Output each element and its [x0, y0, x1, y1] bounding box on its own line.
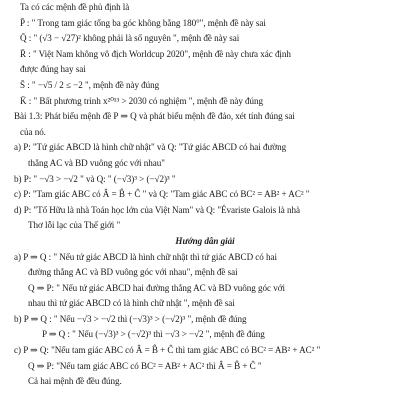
text-line: Ta có các mệnh đề phủ định là	[20, 2, 130, 12]
text-line: a) P ⇒ Q : " Nếu tứ giác ABCD là hình chữ nhật thì tứ giác ABCD có hai	[14, 251, 277, 262]
text-line: Q ⇒ P: " Nếu tứ giác ABCD hai đường thẳng AC và BD vuông góc với	[28, 282, 285, 293]
text-line: P ⇒ Q : " Nếu (−√3)³ > (−√2)³ thì −√3 > −√2 ", mệnh đề đúng	[42, 329, 265, 340]
text-line: b) P ⇒ Q : " Nếu −√3 > −√2 thì (−√3)³ > (−√2)³ ", mệnh đề đúng	[14, 313, 247, 324]
text-line: c) P ⇒ Q: "Nếu tam giác ABC có Â = B̂ + Ĉ thì tam giác ABC có BC² = AB² + AC² "	[14, 345, 321, 356]
text-line: Q ⇒ P: "Nếu tam giác ABC có BC² = AB² + AC² thì Â = B̂ + Ĉ "	[28, 360, 262, 371]
text-line: Hướng dẫn giải	[175, 235, 235, 246]
text-line: K̄ : " Bất phương trình x²⁰¹³ > 2030 có nghiệm ", mệnh đề này đúng	[20, 95, 264, 106]
text-line: Q̄ : " (√3 − √27)² không phải là số nguyên ", mệnh đề này sai	[20, 33, 240, 44]
text-line: P̄ : " Trong tam giác tổng ba góc không bằng 180°", mệnh đề này sai	[20, 17, 266, 28]
text-line: b) P: " −√3 > −√2 " và Q: " (−√3)³ > (−√2)³ "	[14, 173, 176, 184]
text-line: c) P: "Tam giác ABC có Â = B̂ + Ĉ " và Q: "Tam giác ABC có BC² = AB² + AC² "	[14, 189, 310, 200]
text-line: nhau thì tứ giác ABCD có là hình chữ nhật ", mệnh đề sai	[28, 298, 235, 309]
text-line: R̄ : " Việt Nam không vô địch Worldcup 2020", mệnh đề này chưa xác định	[20, 48, 291, 59]
text-line: d) P: "Tố Hữu là nhà Toán học lớn của Việt Nam" và Q: "Évariste Galois là nhà	[14, 204, 300, 215]
text-line: của nó.	[20, 126, 46, 137]
text-line: a) P: "Tứ giác ABCD là hình chữ nhật" và Q: "Tứ giác ABCD có hai đường	[14, 142, 287, 153]
text-line: Thơ lỗi lạc của Thế giới "	[28, 220, 121, 231]
text-line: thẳng AC và BD vuông góc với nhau"	[28, 157, 165, 168]
text-line: Bài 1.3: Phát biểu mệnh đề P ⇒ Q và phát biểu mệnh đề đảo, xét tính đúng sai	[14, 111, 295, 122]
text-line: S̄ : " −√5 / 2 ≤ −2 ", mệnh đề này đúng	[20, 79, 160, 90]
text-line: đường thẳng AC và BD vuông góc với nhau", mệnh đề sai	[28, 267, 238, 278]
text-line: Cả hai mệnh đề đều đúng.	[28, 376, 122, 387]
text-line: được đúng hay sai	[20, 64, 86, 75]
